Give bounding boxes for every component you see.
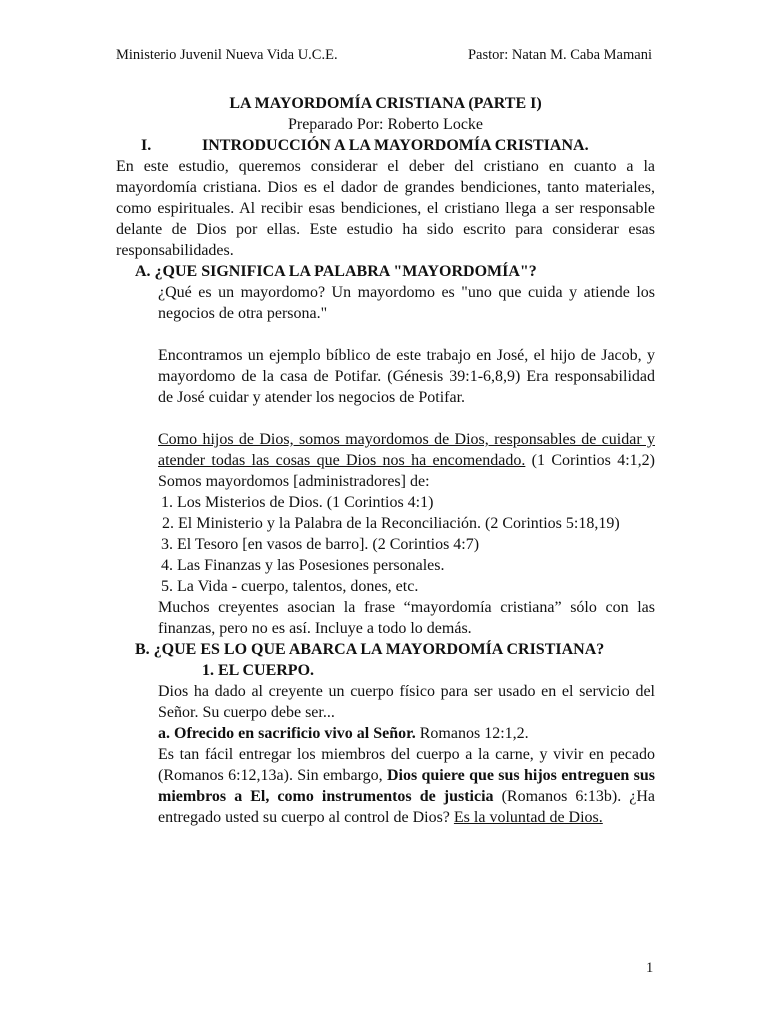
paragraph-finanzas: Muchos creyentes asocian la frase “mayordomía cristiana” sólo con las finanzas, pero no es así. Incluye a todo lo demás. — [158, 599, 655, 637]
subsection-a-heading: A. ¿QUE SIGNIFICA LA PALABRA "MAYORDOMÍA"? — [135, 263, 537, 280]
header-pastor: Pastor: Natan M. Caba Mamani — [467, 47, 652, 63]
list-item — [116, 513, 655, 534]
paragraph-gap — [116, 408, 655, 429]
underlined-statement: Como hijos de Dios, somos mayordomos de Dios, responsables de cuidar y atender todas las cosas que Dios nos ha encomendado. — [158, 431, 655, 469]
section-heading — [116, 135, 655, 156]
paragraph-gap — [116, 324, 655, 345]
bold-statement: Dios quiere que sus hijos entreguen sus miembros a El, como instrumentos de justicia — [158, 767, 656, 805]
paragraph-mayordomo-definition: ¿Qué es un mayordomo? Un mayordomo es "uno que cuida y atiende los negocios de otra persona." — [158, 284, 655, 322]
point-a — [116, 723, 655, 744]
paragraph-hijos-de-dios — [116, 429, 655, 492]
list-item-text: 2. El Ministerio y la Palabra de la Reconciliación. (2 Corintios 5:18,19) — [162, 515, 620, 532]
section-title: INTRODUCCIÓN A LA MAYORDOMÍA CRISTIANA. — [202, 137, 589, 154]
list-item: 4. Las Finanzas y las Posesiones personales. — [161, 557, 445, 574]
document-body — [116, 93, 655, 828]
page-number: 1 — [646, 960, 654, 976]
list-item: 1. Los Misterios de Dios. (1 Corintios 4:1) — [161, 494, 434, 511]
header-ministry: Ministerio Juvenil Nueva Vida U.C.E. — [116, 47, 338, 63]
paragraph-entregar — [116, 744, 655, 828]
underlined-statement: Es la voluntad de Dios. — [453, 809, 603, 826]
paragraph-continuation: (1 Corintios 4:1,2) Somos mayordomos [administradores] de: — [158, 452, 655, 490]
point-a-title: a. Ofrecido en sacrificio vivo al Señor. — [158, 725, 416, 742]
document-title: LA MAYORDOMÍA CRISTIANA (PARTE I) — [229, 95, 542, 112]
paragraph-cuerpo: Dios ha dado al creyente un cuerpo físico para ser usado en el servicio del Señor. Su cuerpo debe ser... — [158, 683, 655, 721]
document-author: Preparado Por: Roberto Locke — [287, 116, 484, 133]
paragraph-text: (Romanos 6:13b). ¿Ha entregado usted su cuerpo al control de Dios? — [158, 788, 655, 826]
paragraph-text: Es tan fácil entregar los miembros del cuerpo a la carne, y vivir en pecado (Romanos 6:12,13a). Sin embargo, — [158, 746, 655, 784]
subsection-b-heading: B. ¿QUE ES LO QUE ABARCA LA MAYORDOMÍA CRISTIANA? — [135, 641, 605, 658]
list-item: 3. El Tesoro [en vasos de barro]. (2 Corintios 4:7) — [161, 536, 480, 553]
list-item: 5. La Vida - cuerpo, talentos, dones, etc. — [161, 578, 419, 595]
subsection-b1-heading: 1. EL CUERPO. — [202, 662, 315, 679]
intro-paragraph: En este estudio, queremos considerar el deber del cristiano en cuanto a la mayordomía cristiana. Dios es el dador de grandes bendiciones, tanto materiales, como espirituales. Al recibir esas bendiciones, el cristiano llega a ser responsable delante de Dios por ellas. Este estudio ha sido escrito para considerar esas responsabilidades. — [116, 158, 655, 259]
paragraph-jose-example: Encontramos un ejemplo bíblico de este trabajo en José, el hijo de Jacob, y mayordomo de la casa de Potifar. (Génesis 39:1-6,8,9) Era responsabilidad de José cuidar y atender los negocios de Potifar. — [158, 347, 655, 406]
section-number: I. — [141, 137, 152, 154]
point-a-reference: Romanos 12:1,2. — [415, 725, 529, 742]
